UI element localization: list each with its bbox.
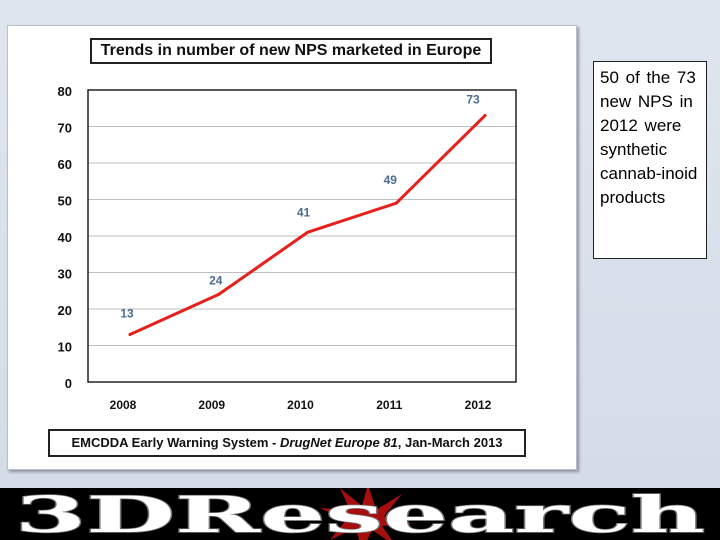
y-tick-label: 80	[57, 84, 72, 99]
brand-logo	[0, 488, 720, 540]
series-line	[130, 116, 485, 335]
data-label: 41	[296, 205, 311, 220]
x-tick-label: 2010	[287, 398, 314, 412]
chart-source-caption	[48, 429, 526, 457]
x-tick-label: 2009	[198, 398, 226, 412]
y-tick-label: 50	[57, 193, 72, 209]
data-label: 49	[383, 173, 397, 188]
y-tick-label: 70	[57, 120, 72, 136]
x-tick-label: 2012	[464, 398, 492, 412]
data-point	[484, 114, 487, 117]
source-publication: DrugNet Europe 81	[280, 435, 398, 450]
y-tick-label: 10	[57, 339, 72, 355]
y-tick-label: 60	[57, 157, 72, 172]
callout-note-text: 50 of the 73 new NPS in 2012 were synthetic cannab-inoid products	[600, 68, 698, 207]
source-prefix: EMCDDA Early Warning System -	[71, 435, 280, 450]
callout-note	[593, 61, 707, 259]
x-tick-label: 2011	[376, 398, 403, 412]
data-point	[395, 202, 398, 205]
brand-banner	[0, 488, 720, 540]
y-tick-label: 40	[57, 230, 72, 245]
data-label: 13	[120, 306, 134, 321]
y-tick-label: 0	[64, 376, 72, 391]
data-label: 73	[466, 92, 480, 107]
x-tick-label: 2008	[109, 398, 137, 412]
source-suffix: , Jan-March 2013	[397, 435, 503, 450]
y-tick-label: 20	[57, 303, 72, 318]
brand-logo-text: 3DResearch	[15, 488, 705, 540]
data-point	[217, 293, 220, 296]
data-point	[306, 231, 309, 234]
y-tick-label: 30	[57, 266, 72, 282]
chart-title: Trends in number of new NPS marketed in Europe	[90, 38, 492, 64]
data-point	[129, 333, 132, 336]
data-label: 24	[209, 273, 223, 288]
